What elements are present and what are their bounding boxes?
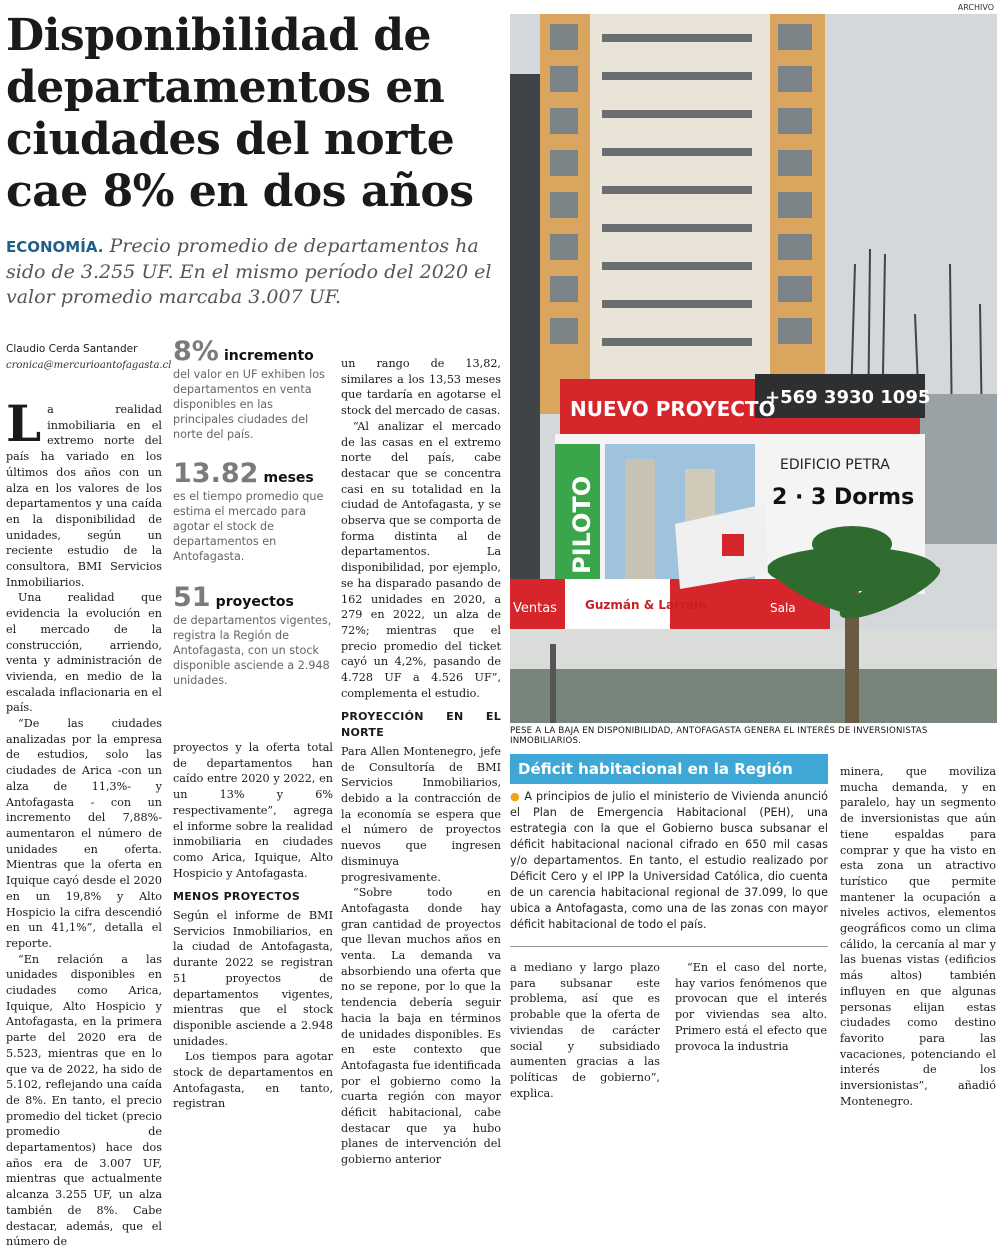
stat-text: del valor en UF exhiben los departamentos en venta disponibles en las principales ciudades del norte del país. bbox=[173, 368, 325, 441]
stat-text: es el tiempo promedio que estima el mercado para agotar el stock de departamentos en Antofagasta. bbox=[173, 490, 324, 563]
byline-email[interactable]: cronica@mercurioantofagasta.cl bbox=[6, 360, 172, 371]
photo-illustration bbox=[510, 14, 997, 723]
stat-2 bbox=[173, 458, 333, 564]
stat-unit: meses bbox=[263, 470, 314, 486]
stat-unit: incremento bbox=[223, 348, 314, 364]
sign-phone-text: +569 3930 1095 bbox=[765, 387, 931, 408]
column-1 bbox=[6, 394, 162, 1250]
col2-para-3: Los tiempos para agotar stock de departamentos en Antofagasta, en tanto, registran bbox=[173, 1050, 333, 1111]
sidebar-body: ● A principios de julio el ministerio de Vivienda anunció el Plan de Emergencia Habitacional (PEH), una estrategia con la que el Gobierno busca subsanar el déficit habitacional nacional cifrado en 650 mil casas y/o departamentos. En tanto, el estudio realizado por Déficit Cero y el IPP la Universidad Católica, dio cuenta de un carencia habitacional regional de 37.099, lo que ubica a Antofagasta, como una de las zonas con mayor déficit habitacional de todo el país. bbox=[510, 790, 828, 931]
col1-para-1: La realidad inmobiliaria en el extremo norte del país ha variado en los últimos dos años con un alza en los valores de los departamentos y una caída en la disponibilidad de unidades, según un reciente estudio de la consultora, BMI Servicios Inmobiliarios. bbox=[6, 394, 162, 589]
col2-para-2: Según el informe de BMI Servicios Inmobiliarios, en la ciudad de Antofagasta, durante 2022 se registran 51 proyectos de departamentos vigentes, mientras que el stock disponible asciende a 2.948 unidades. bbox=[173, 909, 333, 1048]
byline-author: Claudio Cerda Santander bbox=[6, 343, 138, 355]
headline: Disponibilidad de departamentos en ciudades del norte cae 8% en dos años bbox=[6, 10, 474, 217]
column-2 bbox=[173, 740, 333, 1112]
col1-para-4: “En relación a las unidades disponibles en ciudades como Arica, Iquique, Alto Hospicio y Antofagasta, en la primera parte del 2020 era de 5.523, mientras que en lo que va de 2022, ha sido de 5.102, reflejando una caída de 8%. En tanto, el precio promedio del ticket (precio promedio de departamentos) hace dos años era de 3.007 UF, mientras que actualmente alcanza 3.255 UF, un alza también de 8%. Cabe destacar, además, que el número de bbox=[6, 952, 162, 1249]
stat-unit: proyectos bbox=[215, 594, 294, 610]
col3-para-2: “Al analizar el mercado de las casas en el extremo norte del país, cabe destacar que se concentra casi en su totalidad en la ciudad de Antofagasta, y se observa que se comporta de forma distinta al de departamentos. La disponibilidad, por ejemplo, se ha disparado pasando de 162 unidades en 2020, a 279 en 2022, un alza de 72%; mientras que el precio promedio del ticket cayó un 4,2%, pasando de 4.728 UF a 4.526 UF”, complementa el estudio. bbox=[341, 419, 501, 700]
stat-1 bbox=[173, 336, 333, 442]
deck-text: Precio promedio de departamentos ha sido de 3.255 UF. En el mismo período del 2020 el valor promedio marcaba 3.007 UF. bbox=[6, 235, 492, 308]
col2-para-1: proyectos y la oferta total de departamentos han caído entre 2020 y 2022, en un 13% y 6% respectivamente”, agrega el informe sobre la realidad inmobiliaria en ciudades como Arica, Iquique, Alto Hospicio y Antofagasta. bbox=[173, 741, 333, 880]
sign-ventas-text: Ventas bbox=[513, 601, 557, 616]
col3-para-3: Para Allen Montenegro, jefe de Consultoría de BMI Servicios Inmobiliarios, debido a la contracción de la economía se espera que el número de proyectos nuevos que ingresen disminuya progresivamente. bbox=[341, 744, 501, 884]
subhead-proyeccion: PROYECCIÓN EN EL NORTE bbox=[341, 710, 501, 740]
sign-building-text: EDIFICIO PETRA bbox=[780, 457, 890, 473]
stat-3 bbox=[173, 582, 333, 688]
deck bbox=[6, 234, 502, 310]
col3-para-4: “Sobre todo en Antofagasta donde hay gran cantidad de proyectos que llevan muchos años en venta. La demanda va absorbiendo una oferta que no se repone, por lo que la tendencia debería seguir hacia la baja en términos de unidades disponibles. Es en este contexto que Antofagasta fue identificada por el gobierno como la cuarta región con mayor déficit habitacional, cabe destacar que ya hubo planes de intervención del gobierno anterior bbox=[341, 886, 502, 1167]
photo-credit: ARCHIVO bbox=[957, 3, 994, 12]
sidebar-title: Déficit habitacional en la Región bbox=[510, 754, 828, 784]
stat-text: de departamentos vigentes, registra la Región de Antofagasta, con un stock disponible asciende a 2.948 unidades. bbox=[173, 614, 332, 687]
photo-caption: PESE A LA BAJA EN DISPONIBILIDAD, ANTOFAGASTA GENERA EL INTERÉS DE INVERSIONISTAS INMOBILIARIOS. bbox=[510, 726, 928, 746]
sidebar-col-a: a mediano y largo plazo para subsanar este problema, así que es probable que la oferta de viviendas de carácter social y subsidiado aumenten gracias a las políticas de gobierno”, explica. bbox=[510, 961, 660, 1100]
section-kicker: ECONOMÍA. bbox=[6, 238, 104, 256]
sidebar-col-c: minera, que moviliza mucha demanda, y en paralelo, hay un segmento de inversionistas que aún tiene espaldas para comprar y que ha visto en esta zona un atractivo turístico que permite mantener la ocupación a niveles activos, elementos geográficos como un clima cálido, la cercanía al mar y las buenas vistas (edificios más altos) también influyen en que algunas personas elijan estas ciudades como destino favorito para las vacaciones, potenciando el interés de los inversionistas”, añadió Montenegro. bbox=[840, 765, 996, 1108]
stat-number: 51 bbox=[173, 582, 211, 613]
sign-piloto-text: PILOTO bbox=[568, 475, 596, 574]
stat-number: 13.82 bbox=[173, 458, 259, 489]
col1-para-3: “De las ciudades analizadas por la empresa de estudios, solo las ciudades de Arica -con un alza de 11,3%- y Antofagasta - con un incremento del 7,88%- aumentaron el número de unidades en oferta. Mientras que la oferta en Iquique cayó desde el 2020 en un 19,8% y Alto Hospicio la cifra descendió en un 41,1%”, detalla el reporte. bbox=[6, 717, 162, 950]
divider bbox=[510, 946, 828, 947]
sign-sala-text: Sala bbox=[770, 601, 796, 615]
sign-banner-text: NUEVO PROYECTO bbox=[570, 397, 776, 421]
col3-para-1: un rango de 13,82, similares a los 13,53 meses que tardaría en agotarse el stock del mercado de casas. bbox=[341, 357, 501, 418]
stat-number: 8% bbox=[173, 336, 219, 367]
sign-brand-text: Guzmán & Larrain bbox=[585, 598, 707, 612]
column-3 bbox=[341, 356, 501, 1168]
news-photo bbox=[510, 14, 997, 723]
sign-dorms-text: 2 · 3 Dorms bbox=[772, 485, 915, 510]
bullet-icon: ● bbox=[510, 790, 521, 803]
subhead-menos-proyectos: MENOS PROYECTOS bbox=[173, 890, 301, 904]
sidebar-col-b: “En el caso del norte, hay varios fenómenos que provocan que el interés por viviendas sea alto. Primero está el efecto que provoca la industria bbox=[675, 961, 827, 1053]
dropcap: L bbox=[6, 394, 42, 453]
col1-para-2: Una realidad que evidencia la evolución en el mercado de la construcción, arriendo, venta y administración de vivienda, en medio de la escalada inflacionaria en el país. bbox=[6, 591, 162, 715]
